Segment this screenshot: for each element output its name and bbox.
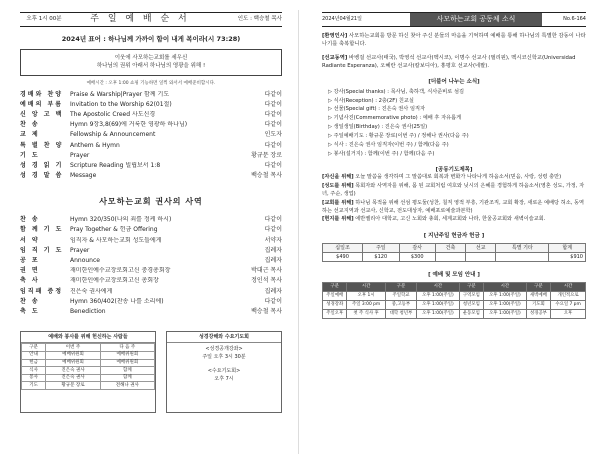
order-item-person: 다같이 [264,90,282,98]
table-cell: 구역모임 [459,291,483,300]
order-item-desc: Prayer [70,246,90,254]
table-cell: 오후 1시 [347,291,385,300]
table-header: 합계 [549,243,586,252]
prayer-heading: [교회를 위해] [322,199,354,206]
order-item-desc: The Apostolic Creed 사도신경 [70,110,156,118]
table-header: 감사 [399,243,435,252]
worship-time: 오후 1시 00분 [26,16,62,23]
table-header: 십일조 [323,243,363,252]
table-cell: 황규문 장로 [46,382,100,390]
order-row [20,150,282,160]
prayer-heading: [자신을 위해] [322,174,354,181]
table-cell: 오후 1:00(주일) [484,300,527,309]
vision-box [20,49,282,76]
table-header: 구분 [526,282,550,291]
prayer-text: 오늘 말씀을 생각하며 그 말씀대로 회복과 변화가 나타나게 하옵소서(믿음, 사랑, 성령 충만) [353,174,562,181]
servants-title: 예배와 봉사를 위해 헌신하는 사람들 [21,332,155,343]
table-cell: 수요일 7 pm [551,300,586,309]
welcome-heading: [환영인사] [322,33,348,39]
weekly-title: 성경강해와 수요기도회 [167,332,281,343]
order-item-title: 공 포 [20,257,40,265]
order-item-desc: Fellowship & Announcement [70,131,156,139]
prayer-item [322,182,586,199]
meeting-table [322,282,586,319]
order-item-person: 인도자 [264,131,282,139]
prayer-text: 목회자와 사역자를 위해, 몸 된 교회처럼 여호와 닛시의 은혜를 경험하게 하옵소서(영혼 성도, 가정, 자녀, 주순, 생업) [322,182,585,198]
weekly-line: <수요기도회> [207,367,241,374]
table-header: 특별 기타 [496,243,549,252]
ordination-order [20,215,282,317]
table-cell: 개인적으로 [551,291,586,300]
table-cell: 중,고등부 [385,300,416,309]
order-item-title: 교 제 [20,131,40,139]
order-item-title: 축 사 [20,277,40,285]
list-item: ▷ 강사(Special thanks) : 목사님, 축하객, 식사준비로 섬김 [328,88,464,95]
weekly-line: 오후 7시 [214,375,234,382]
table-header: 주일 [363,243,399,252]
order-item-title: 찬 송 [20,121,40,129]
order-item-title: 경배와 찬양 [20,90,64,98]
order-row [20,171,282,181]
order-item-desc: Anthem & Hymn [70,141,120,149]
order-item-desc: Hymn 360/402(찬송 나를 소리에) [70,297,164,305]
order-item-title: 특 별 찬 양 [20,141,64,149]
mission-text: 바벵걸 선교사(태국), 박영석 선교사(멕시코), 이명수 선교사 (필리핀), 멕시코신학교(Universidad Radiante Esperanza), 오혜란 선교사(칼보디아), 홍평호 선교사(네팔). [322,54,576,70]
table-cell: $490 [323,252,363,261]
order-row [20,276,282,286]
section-title: 사모하는교회 권사의 사역 [99,196,203,206]
news-title: 사모하는교회 공동체 소식 [410,13,542,26]
table-cell: 기도회 [526,300,550,309]
list-item: ▷ 기념사진(Commemorative photo) : 예배 후 자유롭게 [328,115,462,122]
table-header: 시간 [551,282,586,291]
prayer-heading: [성도를 위해] [322,182,354,189]
table-cell: $300 [399,252,435,261]
table-cell: 오후 1:00(주일) [417,300,460,309]
table-cell: 오후 1:00(주일) [417,291,460,300]
order-item-person: 다같이 [264,297,282,305]
order-item-desc: Hymn 320/350(나의 죄를 정케 하시) [70,216,172,224]
order-row [20,296,282,306]
table-cell: 주일예배 [323,291,347,300]
bottom-boxes [20,331,282,413]
table-header: 시간 [417,282,460,291]
news-header [322,12,586,27]
offering-table [322,243,586,262]
table-header: 구분 [459,282,483,291]
order-item-desc: Hymn 9장3,8(69)에 거룩한 영광하 하나님) [70,121,188,129]
order-item-desc: Pray Together & 헌금 Offering [70,226,158,234]
order-item-desc: Message [70,172,97,180]
vision-line: 하나님의 권위 아래서 하나님의 영광을 위해 ! [96,63,206,70]
order-item-title: 찬 송 [20,297,40,305]
prayer-item [322,173,586,181]
table-cell: 안내 [22,351,46,359]
order-item-title: 서 약 [20,236,40,244]
order-item-title: 임 직 기 도 [20,246,64,254]
meeting-title: [ 예배 및 모임 안내 ] [428,271,480,278]
table-header: 구분 [22,344,46,352]
order-row [20,140,282,150]
table-header: 구분 [385,282,416,291]
welcome-text: 사모하는교회를 방문 하신 찾아 주신 분들의 마음을 기억하며 예배를 통해 하나님의 특별한 감동이 나타나기를 축복합니다. [322,33,586,48]
offering-title: [ 지난주일 헌금자 헌금 ] [423,232,485,239]
list-item: ▷ 주일예배기도 : 황규문 장로(이번 주) / 정해나 권사(다음 주) [328,132,469,139]
weekly-line: <성경공개강좌> [205,346,243,353]
table-cell: 오후 [551,309,586,318]
mission-heading: [선교동역] [322,54,348,61]
table-cell: 예배위원회 [100,351,154,359]
order-row [20,99,282,109]
table-cell: 봉사 [22,374,46,382]
order-item-person: 다같이 [264,141,282,149]
table-cell: 새벽예배 [526,291,550,300]
order-row [20,225,282,235]
table-cell: 기도 [22,382,46,390]
order-item-title: 축 도 [20,307,40,315]
table-cell: 전해나 권사 [100,382,154,390]
table-cell: 운동모임 [459,309,483,318]
table-cell: 식사 [22,367,46,375]
order-item-desc: Announce [70,257,100,265]
order-row [20,89,282,99]
order-item-desc: 재미한인예수교장로회고신 중경총회장 [70,267,171,275]
order-row [20,120,282,130]
mission-paragraph [322,54,586,71]
table-cell: 오후 1:00(주일) [484,309,527,318]
column-divider [298,10,299,454]
order-row [20,256,282,266]
table-header: 선교 [466,243,496,252]
order-item-title: 성 경 말 씀 [20,172,64,180]
order-item-person: 다같이 [264,110,282,118]
order-row [20,215,282,225]
table-cell: 헌금 [22,359,46,367]
order-item-person: 백승철 목사 [251,307,282,315]
table-cell: 예배위원회 [100,359,154,367]
prayer-title: [공동기도제목] [435,166,473,173]
order-item-desc: Scripture Reading 빌립보서 1:8 [70,161,161,169]
order-item-person: 다같이 [264,216,282,224]
table-cell: 첫 주 식사 후 [347,309,385,318]
table-cell: 청년모임 [459,300,483,309]
table-cell: 오후 1:00(주일) [484,291,527,300]
worship-note: 예배시간 : 오후 1:00 쇼핑 기능하면 일찍 와서서 예배준비합시다. [86,80,216,86]
news-lead: [더불어 나누는 소식] [428,78,480,85]
prayer-text: 에반젤리아 대학교, 고신 노회와 총회, 세계교회와 나라, 한울공교회와 새벽이슬교회. [353,216,546,223]
order-item-title: 찬 송 [20,216,40,224]
table-header: 이번 주 [46,344,100,352]
order-item-desc: Praise & Warship|Prayer 함께 기도 [70,90,170,98]
order-item-title: 기 도 [20,151,40,159]
order-item-desc: 임직자 & 사모하는교회 성도들에게 [70,236,162,244]
worship-title: 주 일 예 배 순 서 [90,13,190,24]
order-item-title: 신 앙 고 백 [20,110,64,118]
table-cell: 성경공부 [526,309,550,318]
news-list [322,88,586,159]
table-cell: 주일학교 [385,291,416,300]
table-header: 시간 [484,282,527,291]
order-row [20,110,282,120]
table-header: 구분 [323,282,347,291]
order-item-desc: 진은숙 권사에게 [70,287,113,295]
table-cell: $120 [363,252,399,261]
order-item-title: 함 께 기 도 [20,226,64,234]
prayer-text: 하나님 목적을 위해 선섬 평도둘(성찬, 칠직 영적 부흥, 기관조직, 교회 확장, 새로운 예배당 허소, 동역하는 선교지역과 선교사, 신학교, 전도대상자, 예배포로예술과본학) [322,199,585,215]
prayer-item [322,199,586,216]
weekly-line: 주일 오후 3시 30분 [202,354,246,360]
table-cell: 예배위원회 [46,351,100,359]
worship-leader: 인도 : 백승철 목사 [237,16,282,23]
order-item-person: 다같이 [264,100,282,108]
order-item-person: 집례자 [264,246,282,254]
order-item-desc: Benediction [70,307,106,315]
table-cell: 대학 청년부 [385,309,416,318]
prayer-heading: [현지를 위해] [322,216,354,223]
prayer-item [322,215,586,223]
table-cell: 주일오후 [323,309,347,318]
order-item-desc: Invitation to the Worship 62(01절) [70,100,172,108]
table-cell [496,252,549,261]
order-item-person: 박대근 목사 [251,267,282,275]
table-cell [466,252,496,261]
order-row [20,307,282,317]
order-item-title: 임직패 증정 [20,287,64,295]
order-item-person: 정인석 목사 [251,277,282,285]
order-item-person: 다같이 [264,161,282,169]
list-item: ▷ 생일생일(Birthday) : 진은숙 권사(25일) [328,124,428,131]
worship-header [20,12,282,27]
list-item: ▷ 봉사(설거지) : 함께(이번 주) / 함께(다음 주) [328,150,435,157]
order-item-person: 다같이 [264,121,282,129]
table-cell: 주일 3:00 pm [347,300,385,309]
order-item-person: 집례자 [264,287,282,295]
table-cell: 예배위원회 [46,359,100,367]
weekly-schedule [167,343,281,386]
weekly-box [166,331,282,413]
order-item-person: 다같이 [264,226,282,234]
order-item-title: 성 경 읽 기 [20,161,64,169]
order-item-person: 황규문 장로 [251,151,282,159]
table-cell: 함께 [100,367,154,375]
table-cell [435,252,465,261]
order-row [20,286,282,296]
order-item-desc: 재미한인예수교장로회고신 총회장 [70,277,159,285]
issue-number: No.6-164 [563,16,586,23]
order-row [20,266,282,276]
order-row [20,161,282,171]
table-header: 건축 [435,243,465,252]
servants-table [21,343,155,390]
news-date: 2024년04월21일 [322,16,362,23]
table-cell: 성경강좌 [323,300,347,309]
order-item-title: 예배의 부름 [20,100,64,108]
list-item: ▷ 식사 : 진은숙 권사 임직자(이번 주) / 함께(다음 주) [328,141,449,148]
right-column [300,0,600,464]
table-cell: 오후 1:00(주일) [417,309,460,318]
table-cell: 함께 [100,374,154,382]
order-item-desc: Prayer [70,151,90,159]
order-item-person: 집례자 [264,257,282,265]
servants-box [20,331,156,413]
table-header: 다 음 주 [100,344,154,352]
vision-line: 이웃에 사모하는교회를 세우신 [114,55,188,62]
table-cell: 진은숙 권사 [46,367,100,375]
list-item: ▷ 식사(Reception) : 2층(2F) 친교실 [328,97,414,104]
welcome-paragraph [322,32,586,49]
year-theme: 2024년 표어 : 하나님께 가까이 함이 내게 복이라(시 73:28) [61,35,241,43]
order-row [20,130,282,140]
order-item-title: 권 면 [20,267,40,275]
order-row [20,235,282,245]
worship-order [20,89,282,181]
table-header: 시간 [347,282,385,291]
order-row [20,246,282,256]
list-item: ▷ 선물(Special gift) : 진은숙 권사 임직자 [328,106,425,113]
table-cell: $910 [549,252,586,261]
order-item-person: 백승철 목사 [251,172,282,180]
order-item-person: 서약자 [264,236,282,244]
table-cell: 진은숙 권사 [46,374,100,382]
